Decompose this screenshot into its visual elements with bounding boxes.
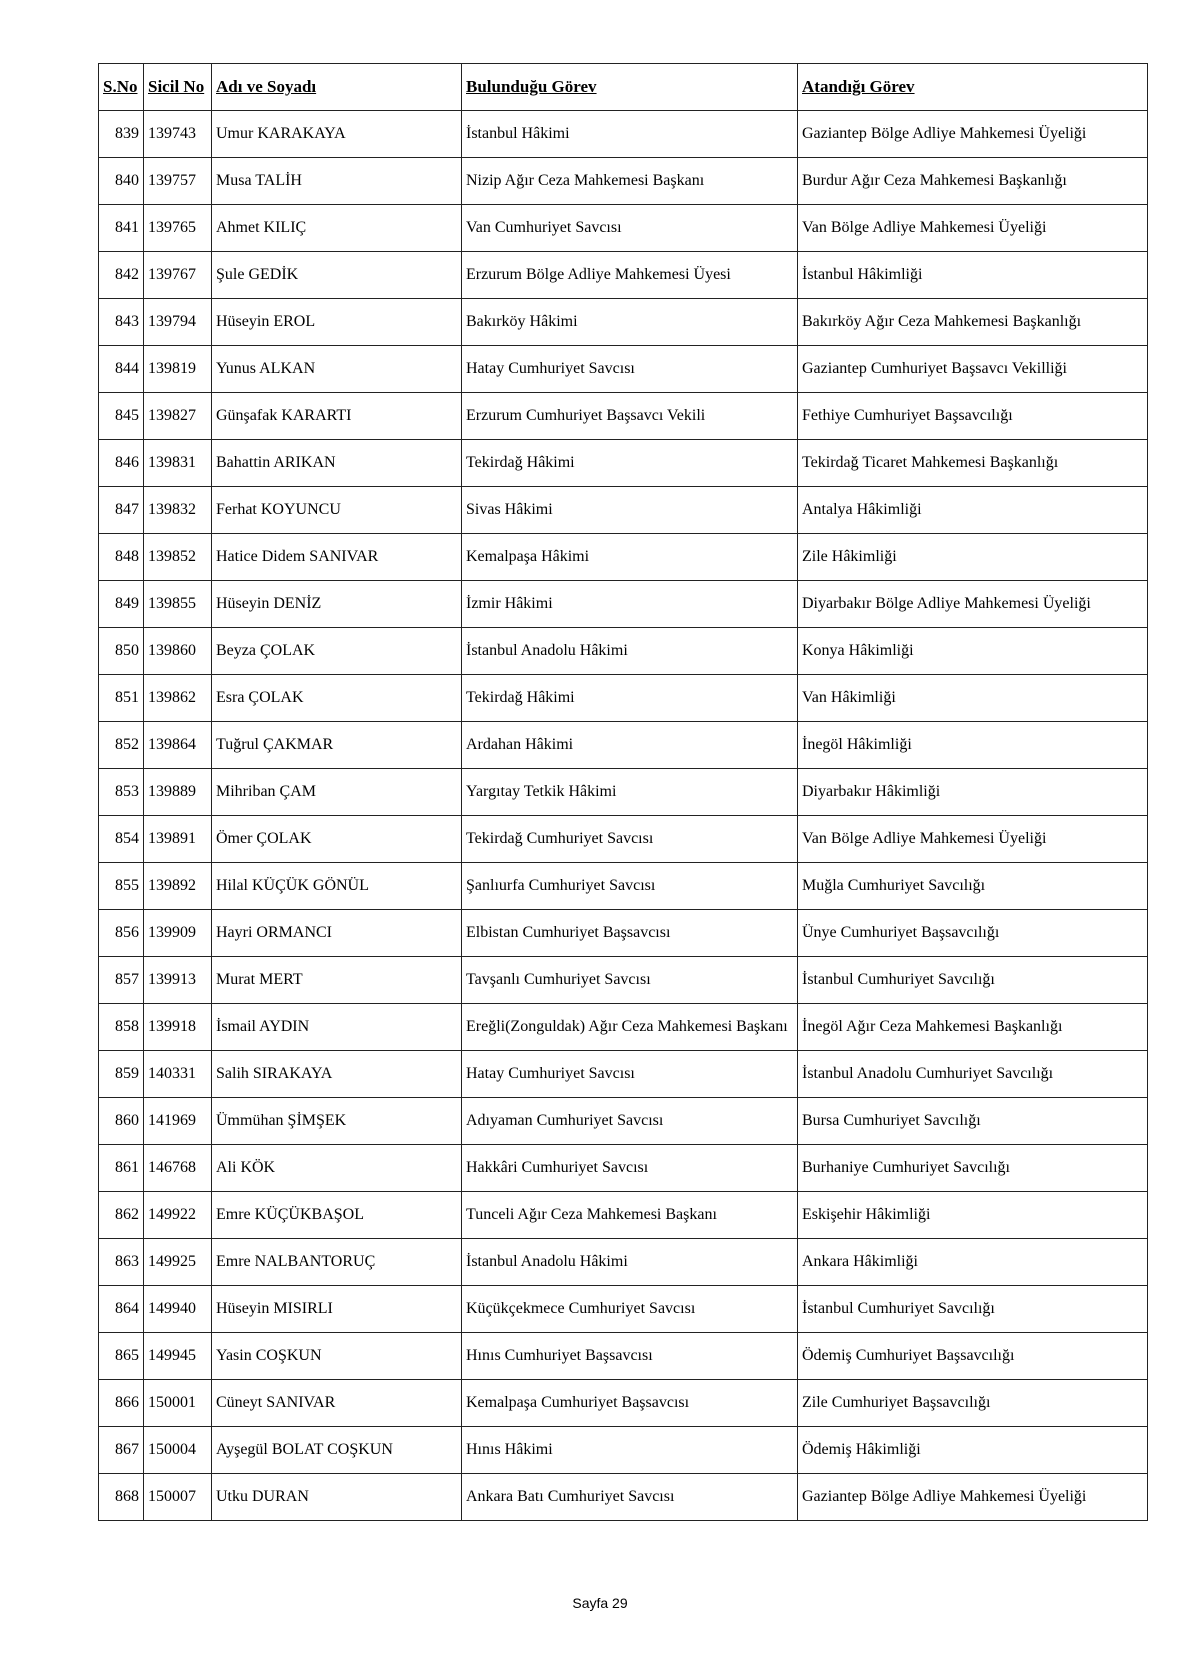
row-sno: 857 <box>99 957 144 1004</box>
row-sno: 851 <box>99 675 144 722</box>
row-current-position: Şanlıurfa Cumhuriyet Savcısı <box>462 863 798 910</box>
row-current-position: Tunceli Ağır Ceza Mahkemesi Başkanı <box>462 1192 798 1239</box>
row-sicil-no: 139832 <box>144 487 212 534</box>
row-name: Esra ÇOLAK <box>212 675 462 722</box>
table-row <box>99 957 1148 1004</box>
row-sicil-no: 139918 <box>144 1004 212 1051</box>
row-name: Tuğrul ÇAKMAR <box>212 722 462 769</box>
row-sicil-no: 139819 <box>144 346 212 393</box>
table-row <box>99 722 1148 769</box>
row-current-position: Kemalpaşa Cumhuriyet Başsavcısı <box>462 1380 798 1427</box>
row-sicil-no: 139864 <box>144 722 212 769</box>
row-current-position: Erzurum Cumhuriyet Başsavcı Vekili <box>462 393 798 440</box>
table-row <box>99 1098 1148 1145</box>
row-assigned-position: Muğla Cumhuriyet Savcılığı <box>798 863 1148 910</box>
row-sno: 848 <box>99 534 144 581</box>
row-name: Murat MERT <box>212 957 462 1004</box>
table-row <box>99 158 1148 205</box>
row-name: Hüseyin MISIRLI <box>212 1286 462 1333</box>
row-name: Hüseyin EROL <box>212 299 462 346</box>
row-sicil-no: 139827 <box>144 393 212 440</box>
row-name: Ayşegül BOLAT COŞKUN <box>212 1427 462 1474</box>
row-current-position: Nizip Ağır Ceza Mahkemesi Başkanı <box>462 158 798 205</box>
row-sno: 868 <box>99 1474 144 1521</box>
row-name: Bahattin ARIKAN <box>212 440 462 487</box>
table-row <box>99 1051 1148 1098</box>
row-name: Günşafak KARARTI <box>212 393 462 440</box>
row-assigned-position: İnegöl Hâkimliği <box>798 722 1148 769</box>
row-name: Ömer ÇOLAK <box>212 816 462 863</box>
row-sno: 841 <box>99 205 144 252</box>
page-number: Sayfa 29 <box>572 1595 628 1611</box>
row-assigned-position: Tekirdağ Ticaret Mahkemesi Başkanlığı <box>798 440 1148 487</box>
row-sno: 843 <box>99 299 144 346</box>
row-sicil-no: 139767 <box>144 252 212 299</box>
row-current-position: İstanbul Anadolu Hâkimi <box>462 1239 798 1286</box>
table-row <box>99 1192 1148 1239</box>
row-assigned-position: İstanbul Cumhuriyet Savcılığı <box>798 1286 1148 1333</box>
row-name: Hatice Didem SANIVAR <box>212 534 462 581</box>
table-row <box>99 393 1148 440</box>
row-assigned-position: Burdur Ağır Ceza Mahkemesi Başkanlığı <box>798 158 1148 205</box>
table-row <box>99 1239 1148 1286</box>
table-header-row <box>99 64 1148 111</box>
header-current-position: Bulunduğu Görev <box>462 64 798 111</box>
table-row <box>99 299 1148 346</box>
row-assigned-position: Konya Hâkimliği <box>798 628 1148 675</box>
row-sicil-no: 139892 <box>144 863 212 910</box>
row-sicil-no: 146768 <box>144 1145 212 1192</box>
row-sicil-no: 139909 <box>144 910 212 957</box>
row-assigned-position: Diyarbakır Hâkimliği <box>798 769 1148 816</box>
row-current-position: Ardahan Hâkimi <box>462 722 798 769</box>
table-row <box>99 487 1148 534</box>
row-current-position: Tekirdağ Hâkimi <box>462 675 798 722</box>
row-sno: 852 <box>99 722 144 769</box>
table-row <box>99 628 1148 675</box>
row-current-position: İzmir Hâkimi <box>462 581 798 628</box>
row-sicil-no: 139855 <box>144 581 212 628</box>
row-sno: 867 <box>99 1427 144 1474</box>
row-current-position: Hakkâri Cumhuriyet Savcısı <box>462 1145 798 1192</box>
table-row <box>99 1004 1148 1051</box>
row-sno: 844 <box>99 346 144 393</box>
row-assigned-position: Eskişehir Hâkimliği <box>798 1192 1148 1239</box>
row-name: Yasin COŞKUN <box>212 1333 462 1380</box>
row-sicil-no: 141969 <box>144 1098 212 1145</box>
row-assigned-position: Zile Hâkimliği <box>798 534 1148 581</box>
table-row <box>99 1427 1148 1474</box>
table-body <box>99 111 1148 1521</box>
row-current-position: Tekirdağ Hâkimi <box>462 440 798 487</box>
row-sicil-no: 149925 <box>144 1239 212 1286</box>
table-row <box>99 1286 1148 1333</box>
row-name: Emre KÜÇÜKBAŞOL <box>212 1192 462 1239</box>
row-current-position: Kemalpaşa Hâkimi <box>462 534 798 581</box>
row-sicil-no: 139757 <box>144 158 212 205</box>
row-sicil-no: 149922 <box>144 1192 212 1239</box>
header-sno: S.No <box>99 64 144 111</box>
row-sicil-no: 139765 <box>144 205 212 252</box>
row-assigned-position: İstanbul Anadolu Cumhuriyet Savcılığı <box>798 1051 1148 1098</box>
row-sno: 861 <box>99 1145 144 1192</box>
row-sicil-no: 150004 <box>144 1427 212 1474</box>
row-sno: 840 <box>99 158 144 205</box>
header-assigned-position: Atandığı Görev <box>798 64 1148 111</box>
row-name: Hüseyin DENİZ <box>212 581 462 628</box>
row-current-position: Hatay Cumhuriyet Savcısı <box>462 346 798 393</box>
table-row <box>99 1474 1148 1521</box>
row-sicil-no: 139852 <box>144 534 212 581</box>
row-sno: 853 <box>99 769 144 816</box>
row-name: Cüneyt SANIVAR <box>212 1380 462 1427</box>
row-sno: 839 <box>99 111 144 158</box>
row-name: Şule GEDİK <box>212 252 462 299</box>
table-row <box>99 581 1148 628</box>
row-sicil-no: 139794 <box>144 299 212 346</box>
row-sno: 856 <box>99 910 144 957</box>
row-sicil-no: 139862 <box>144 675 212 722</box>
row-name: Ali KÖK <box>212 1145 462 1192</box>
row-sno: 849 <box>99 581 144 628</box>
row-assigned-position: Van Hâkimliği <box>798 675 1148 722</box>
row-assigned-position: Zile Cumhuriyet Başsavcılığı <box>798 1380 1148 1427</box>
row-current-position: İstanbul Anadolu Hâkimi <box>462 628 798 675</box>
row-sicil-no: 139913 <box>144 957 212 1004</box>
table-row <box>99 440 1148 487</box>
row-name: Musa TALİH <box>212 158 462 205</box>
row-current-position: Ereğli(Zonguldak) Ağır Ceza Mahkemesi Başkanı <box>462 1004 798 1051</box>
row-assigned-position: Antalya Hâkimliği <box>798 487 1148 534</box>
row-sicil-no: 139891 <box>144 816 212 863</box>
table-row <box>99 863 1148 910</box>
row-sicil-no: 139831 <box>144 440 212 487</box>
table-row <box>99 816 1148 863</box>
row-sno: 842 <box>99 252 144 299</box>
row-assigned-position: Gaziantep Cumhuriyet Başsavcı Vekilliği <box>798 346 1148 393</box>
row-assigned-position: Bursa Cumhuriyet Savcılığı <box>798 1098 1148 1145</box>
row-sno: 862 <box>99 1192 144 1239</box>
row-assigned-position: Ankara Hâkimliği <box>798 1239 1148 1286</box>
row-current-position: İstanbul Hâkimi <box>462 111 798 158</box>
row-current-position: Tavşanlı Cumhuriyet Savcısı <box>462 957 798 1004</box>
row-assigned-position: Van Bölge Adliye Mahkemesi Üyeliği <box>798 816 1148 863</box>
row-current-position: Küçükçekmece Cumhuriyet Savcısı <box>462 1286 798 1333</box>
row-name: Ahmet KILIÇ <box>212 205 462 252</box>
row-sno: 866 <box>99 1380 144 1427</box>
table-row <box>99 675 1148 722</box>
row-sno: 846 <box>99 440 144 487</box>
row-sicil-no: 139889 <box>144 769 212 816</box>
row-current-position: Adıyaman Cumhuriyet Savcısı <box>462 1098 798 1145</box>
row-assigned-position: Ödemiş Cumhuriyet Başsavcılığı <box>798 1333 1148 1380</box>
table-row <box>99 1145 1148 1192</box>
row-current-position: Van Cumhuriyet Savcısı <box>462 205 798 252</box>
row-assigned-position: Van Bölge Adliye Mahkemesi Üyeliği <box>798 205 1148 252</box>
row-name: Mihriban ÇAM <box>212 769 462 816</box>
table-row <box>99 534 1148 581</box>
row-sno: 847 <box>99 487 144 534</box>
row-assigned-position: Diyarbakır Bölge Adliye Mahkemesi Üyeliği <box>798 581 1148 628</box>
row-current-position: Bakırköy Hâkimi <box>462 299 798 346</box>
table-row <box>99 346 1148 393</box>
row-assigned-position: Ünye Cumhuriyet Başsavcılığı <box>798 910 1148 957</box>
row-name: Hilal KÜÇÜK GÖNÜL <box>212 863 462 910</box>
table-row <box>99 1380 1148 1427</box>
row-sicil-no: 150007 <box>144 1474 212 1521</box>
row-sno: 845 <box>99 393 144 440</box>
row-name: İsmail AYDIN <box>212 1004 462 1051</box>
row-sicil-no: 139743 <box>144 111 212 158</box>
row-current-position: Tekirdağ Cumhuriyet Savcısı <box>462 816 798 863</box>
row-current-position: Elbistan Cumhuriyet Başsavcısı <box>462 910 798 957</box>
row-current-position: Hatay Cumhuriyet Savcısı <box>462 1051 798 1098</box>
row-sno: 864 <box>99 1286 144 1333</box>
row-name: Yunus ALKAN <box>212 346 462 393</box>
row-assigned-position: İstanbul Hâkimliği <box>798 252 1148 299</box>
row-current-position: Yargıtay Tetkik Hâkimi <box>462 769 798 816</box>
row-sno: 859 <box>99 1051 144 1098</box>
table-row <box>99 205 1148 252</box>
row-sicil-no: 150001 <box>144 1380 212 1427</box>
table-row <box>99 1333 1148 1380</box>
row-sno: 858 <box>99 1004 144 1051</box>
row-assigned-position: Gaziantep Bölge Adliye Mahkemesi Üyeliği <box>798 1474 1148 1521</box>
header-sicil-no: Sicil No <box>144 64 212 111</box>
row-sicil-no: 149945 <box>144 1333 212 1380</box>
row-sno: 860 <box>99 1098 144 1145</box>
row-sno: 854 <box>99 816 144 863</box>
row-assigned-position: Ödemiş Hâkimliği <box>798 1427 1148 1474</box>
row-name: Hayri ORMANCI <box>212 910 462 957</box>
row-sicil-no: 139860 <box>144 628 212 675</box>
appointment-table <box>98 63 1148 1521</box>
row-current-position: Ankara Batı Cumhuriyet Savcısı <box>462 1474 798 1521</box>
row-assigned-position: Burhaniye Cumhuriyet Savcılığı <box>798 1145 1148 1192</box>
row-current-position: Hınıs Cumhuriyet Başsavcısı <box>462 1333 798 1380</box>
row-name: Salih SIRAKAYA <box>212 1051 462 1098</box>
row-name: Ümmühan ŞİMŞEK <box>212 1098 462 1145</box>
row-sicil-no: 149940 <box>144 1286 212 1333</box>
row-sicil-no: 140331 <box>144 1051 212 1098</box>
table-row <box>99 111 1148 158</box>
row-sno: 865 <box>99 1333 144 1380</box>
row-assigned-position: Bakırköy Ağır Ceza Mahkemesi Başkanlığı <box>798 299 1148 346</box>
row-name: Umur KARAKAYA <box>212 111 462 158</box>
row-name: Utku DURAN <box>212 1474 462 1521</box>
row-current-position: Hınıs Hâkimi <box>462 1427 798 1474</box>
row-current-position: Erzurum Bölge Adliye Mahkemesi Üyesi <box>462 252 798 299</box>
row-sno: 855 <box>99 863 144 910</box>
row-assigned-position: Gaziantep Bölge Adliye Mahkemesi Üyeliği <box>798 111 1148 158</box>
table-row <box>99 769 1148 816</box>
row-assigned-position: Fethiye Cumhuriyet Başsavcılığı <box>798 393 1148 440</box>
row-sno: 850 <box>99 628 144 675</box>
row-sno: 863 <box>99 1239 144 1286</box>
row-name: Ferhat KOYUNCU <box>212 487 462 534</box>
row-name: Emre NALBANTORUÇ <box>212 1239 462 1286</box>
row-assigned-position: İnegöl Ağır Ceza Mahkemesi Başkanlığı <box>798 1004 1148 1051</box>
header-name: Adı ve Soyadı <box>212 64 462 111</box>
row-name: Beyza ÇOLAK <box>212 628 462 675</box>
table-row <box>99 910 1148 957</box>
row-assigned-position: İstanbul Cumhuriyet Savcılığı <box>798 957 1148 1004</box>
row-current-position: Sivas Hâkimi <box>462 487 798 534</box>
table-row <box>99 252 1148 299</box>
